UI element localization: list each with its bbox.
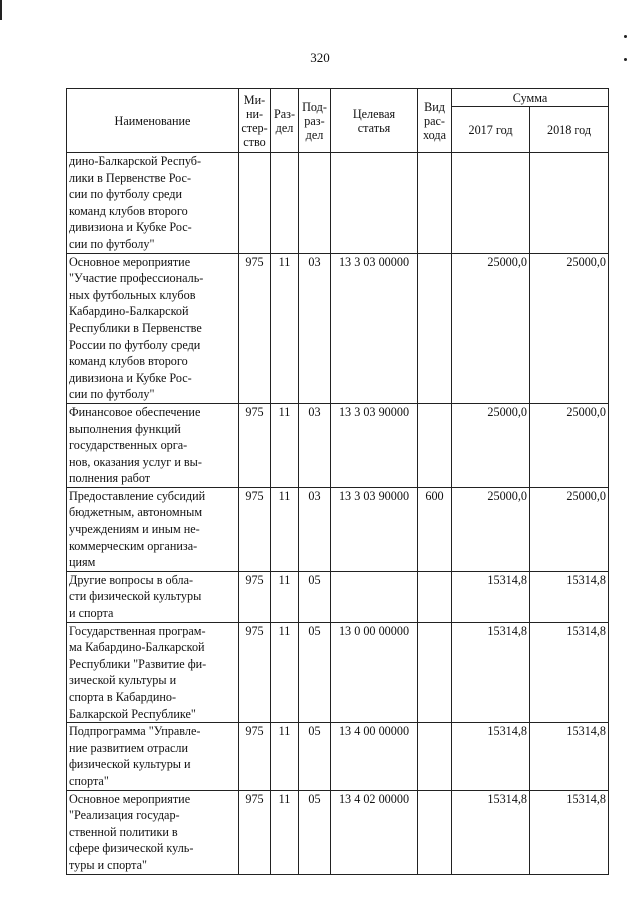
cell-section bbox=[271, 153, 299, 254]
cell-sum-2018: 15314,8 bbox=[530, 622, 609, 723]
cell-sum-2018: 15314,8 bbox=[530, 723, 609, 790]
cell-ministry: 975 bbox=[239, 253, 271, 403]
cell-name: Предоставление субсидий бюджетным, автономным учреждениям и иным не- коммерческим организа- циям bbox=[67, 487, 239, 571]
table-header bbox=[67, 89, 609, 153]
cell-target-article: 13 3 03 90000 bbox=[331, 403, 418, 487]
cell-target-article: 13 4 00 00000 bbox=[331, 723, 418, 790]
cell-section: 11 bbox=[271, 487, 299, 571]
cell-section: 11 bbox=[271, 723, 299, 790]
cell-name: Основное мероприятие "Участие профессиональ- ных футбольных клубов Кабардино-Балкарской Республики в Первенстве России по футболу среди команд клубов второго дивизиона и Кубке Рос- сии по футболу" bbox=[67, 253, 239, 403]
cell-expense-type bbox=[418, 253, 452, 403]
cell-sum-2017: 15314,8 bbox=[452, 723, 530, 790]
cell-name: дино-Балкарской Респуб- лики в Первенстве Рос- сии по футболу среди команд клубов второго дивизиона и Кубке Рос- сии по футболу" bbox=[67, 153, 239, 254]
cell-expense-type: 600 bbox=[418, 487, 452, 571]
cell-ministry bbox=[239, 153, 271, 254]
cell-expense-type bbox=[418, 571, 452, 622]
cell-expense-type bbox=[418, 153, 452, 254]
header-name: Наименование bbox=[67, 89, 239, 153]
cell-name: Государственная програм- ма Кабардино-Балкарской Республики "Развитие фи- зической культуры и спорта в Кабардино- Балкарской Республике" bbox=[67, 622, 239, 723]
cell-section: 11 bbox=[271, 253, 299, 403]
header-target-article: Целевая статья bbox=[331, 89, 418, 153]
table-row bbox=[67, 403, 609, 487]
header-sum: Сумма bbox=[452, 89, 609, 107]
cell-subsection: 03 bbox=[299, 403, 331, 487]
cell-target-article: 13 3 03 00000 bbox=[331, 253, 418, 403]
cell-name: Основное мероприятие "Реализация государ- ственной политики в сфере физической куль- туры и спорта" bbox=[67, 790, 239, 874]
header-ministry: Ми- ни- стер- ство bbox=[239, 89, 271, 153]
cell-name: Подпрограмма "Управле- ние развитием отрасли физической культуры и спорта" bbox=[67, 723, 239, 790]
table-row bbox=[67, 571, 609, 622]
cell-subsection: 05 bbox=[299, 790, 331, 874]
budget-table bbox=[66, 88, 609, 875]
table-body bbox=[67, 153, 609, 875]
cell-expense-type bbox=[418, 790, 452, 874]
cell-ministry: 975 bbox=[239, 571, 271, 622]
cell-subsection: 05 bbox=[299, 723, 331, 790]
cell-ministry: 975 bbox=[239, 403, 271, 487]
cell-sum-2018: 25000,0 bbox=[530, 403, 609, 487]
cell-sum-2017: 25000,0 bbox=[452, 253, 530, 403]
scan-edge-mark bbox=[0, 0, 2, 20]
header-expense-type: Вид рас- хода bbox=[418, 89, 452, 153]
table-row bbox=[67, 790, 609, 874]
table-row bbox=[67, 253, 609, 403]
cell-name: Финансовое обеспечение выполнения функций государственных орга- нов, оказания услуг и вы- полнения работ bbox=[67, 403, 239, 487]
table-row bbox=[67, 153, 609, 254]
cell-subsection: 05 bbox=[299, 622, 331, 723]
cell-subsection bbox=[299, 153, 331, 254]
cell-section: 11 bbox=[271, 403, 299, 487]
cell-sum-2018: 25000,0 bbox=[530, 253, 609, 403]
cell-sum-2017 bbox=[452, 153, 530, 254]
header-year-2018: 2018 год bbox=[530, 107, 609, 153]
cell-ministry: 975 bbox=[239, 723, 271, 790]
cell-sum-2017: 15314,8 bbox=[452, 622, 530, 723]
table-row bbox=[67, 723, 609, 790]
cell-sum-2017: 15314,8 bbox=[452, 790, 530, 874]
cell-section: 11 bbox=[271, 622, 299, 723]
cell-target-article: 13 0 00 00000 bbox=[331, 622, 418, 723]
cell-section: 11 bbox=[271, 571, 299, 622]
scan-speck bbox=[624, 35, 627, 38]
cell-subsection: 05 bbox=[299, 571, 331, 622]
cell-target-article bbox=[331, 571, 418, 622]
cell-expense-type bbox=[418, 723, 452, 790]
cell-expense-type bbox=[418, 622, 452, 723]
page-number: 320 bbox=[310, 50, 330, 65]
cell-sum-2017: 15314,8 bbox=[452, 571, 530, 622]
cell-sum-2018: 25000,0 bbox=[530, 487, 609, 571]
cell-section: 11 bbox=[271, 790, 299, 874]
cell-sum-2017: 25000,0 bbox=[452, 403, 530, 487]
cell-target-article: 13 4 02 00000 bbox=[331, 790, 418, 874]
cell-expense-type bbox=[418, 403, 452, 487]
cell-sum-2018: 15314,8 bbox=[530, 571, 609, 622]
cell-subsection: 03 bbox=[299, 487, 331, 571]
cell-target-article: 13 3 03 90000 bbox=[331, 487, 418, 571]
table-row bbox=[67, 487, 609, 571]
header-section: Раз- дел bbox=[271, 89, 299, 153]
cell-name: Другие вопросы в обла- сти физической культуры и спорта bbox=[67, 571, 239, 622]
cell-sum-2018: 15314,8 bbox=[530, 790, 609, 874]
cell-subsection: 03 bbox=[299, 253, 331, 403]
cell-ministry: 975 bbox=[239, 790, 271, 874]
cell-sum-2018 bbox=[530, 153, 609, 254]
cell-sum-2017: 25000,0 bbox=[452, 487, 530, 571]
cell-ministry: 975 bbox=[239, 487, 271, 571]
cell-target-article bbox=[331, 153, 418, 254]
table-row bbox=[67, 622, 609, 723]
cell-ministry: 975 bbox=[239, 622, 271, 723]
header-subsection: Под- раз- дел bbox=[299, 89, 331, 153]
header-year-2017: 2017 год bbox=[452, 107, 530, 153]
